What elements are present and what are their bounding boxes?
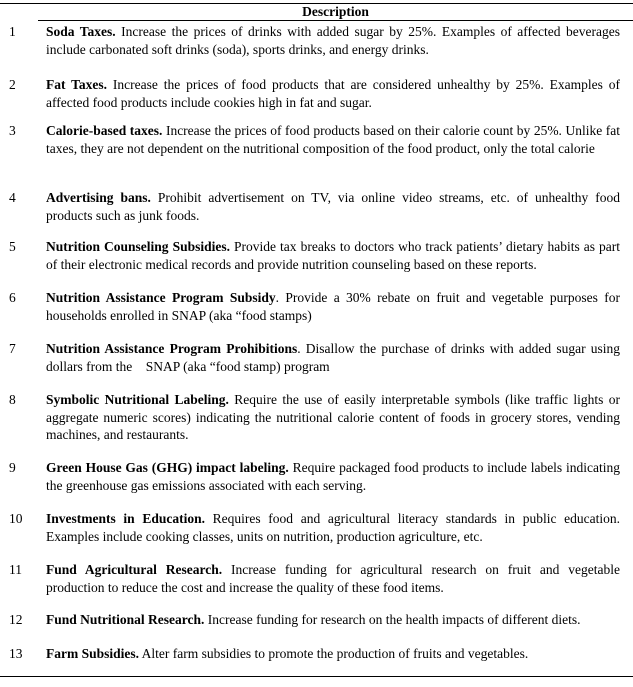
column-header-description: Description [302,4,369,19]
row-description [46,391,620,444]
row-description [46,23,620,58]
row-title: Nutrition Assistance Program Subsidy [46,290,276,305]
row-title: Farm Subsidies. [46,646,140,661]
row-text: Increase the prices of food products based on their calorie count by 25%. Unlike fat taxes, they are not dependent on the nutritional composition of the food product, only the total calorie [46,123,621,156]
row-number: 10 [9,511,23,526]
row-number: 6 [9,290,16,305]
table-bottom-rule [0,676,633,677]
row-title: Soda Taxes. [46,24,116,39]
row-title: Nutrition Assistance Program Prohibitions [46,341,298,356]
row-description [46,122,620,157]
row-number: 4 [9,190,16,205]
row-description [46,289,620,324]
row-title: Investments in Education. [46,511,205,526]
row-number: 1 [9,24,16,39]
row-text: Require packaged food products to include labels indicating the greenhouse gas emissions associated with each serving. [46,460,620,493]
row-number: 5 [9,239,16,254]
row-description [46,510,620,545]
row-title: Fat Taxes. [46,77,108,92]
row-number: 9 [9,460,16,475]
row-description [46,340,624,375]
row-text: . Provide a 30% rebate on fruit and vegetable purposes for households enrolled in SNAP (aka “food stamps) [46,290,620,323]
row-title: Fund Nutritional Research. [46,612,205,627]
row-description [46,561,620,596]
row-text: Increase the prices of food products that are considered unhealthy by 25%. Examples of affected food products include cookies high in fat and sugar. [46,77,620,110]
row-number: 2 [9,77,16,92]
row-text: Increase the prices of drinks with added sugar by 25%. Examples of affected beverages include carbonated soft drinks (soda), sports drinks, and energy drinks. [46,24,620,57]
header-rule [38,20,633,21]
row-text: Require the use of easily interpretable symbols (like traffic lights or aggregate numeric scores) indicating the nutritional calorie content of foods in grocery stores, vending machines, and restaurants. [46,392,620,442]
row-title: Green House Gas (GHG) impact labeling. [46,460,289,475]
row-text: Alter farm subsidies to promote the production of fruits and vegetables. [139,646,529,661]
row-description [46,611,620,629]
row-title: Symbolic Nutritional Labeling. [46,392,229,407]
row-number: 8 [9,392,16,407]
row-title: Calorie-based taxes. [46,123,163,138]
row-description [46,459,620,494]
row-number: 11 [9,562,22,577]
row-text: Requires food and agricultural literacy standards in public education. Examples include cooking classes, units on nutrition, production agriculture, etc. [46,511,620,544]
row-text: Increase funding for agricultural research on fruit and vegetable production to reduce the cost and increase the quality of these food items. [46,562,620,595]
row-number: 12 [9,612,23,627]
row-description [46,645,620,663]
row-text: . Disallow the purchase of drinks with added sugar using dollars from the SNAP (aka “food stamp) program [46,341,624,374]
row-description [46,189,620,224]
row-text: Prohibit advertisement on TV, via online video streams, etc. of unhealthy food products such as junk foods. [46,190,620,223]
row-description [46,238,620,273]
row-title: Fund Agricultural Research. [46,562,223,577]
row-number: 3 [9,123,16,138]
row-number: 7 [9,341,16,356]
row-text: Provide tax breaks to doctors who track patients’ dietary habits as part of their electronic medical records and provide nutrition counseling based on these reports. [46,239,621,272]
row-title: Nutrition Counseling Subsidies. [46,239,230,254]
row-title: Advertising bans. [46,190,151,205]
row-description [46,76,620,111]
row-text: Increase funding for research on the health impacts of different diets. [204,612,581,627]
row-number: 13 [9,646,23,661]
